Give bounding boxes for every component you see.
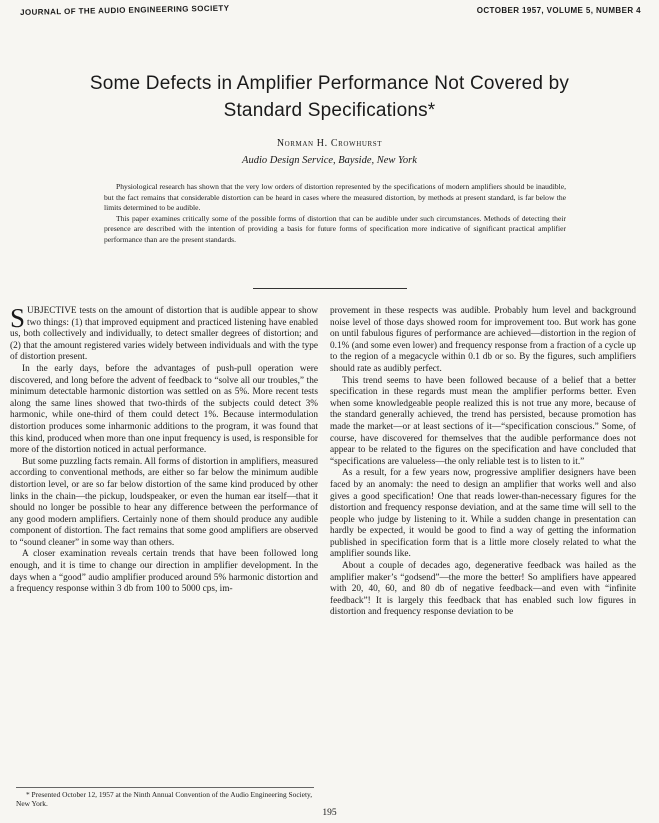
- page-title: [40, 70, 619, 124]
- footnote-text: * Presented October 12, 1957 at the Ninth Annual Convention of the Audio Engineering Society, New York.: [16, 790, 313, 809]
- title-line-1: Some Defects in Amplifier Performance Not Covered by: [89, 73, 570, 94]
- section-divider: [253, 288, 407, 289]
- body-paragraph: This trend seems to have been followed because of a belief that a better specification in these regards must mean the amplifier performs better. Even when some knowledgeable people realized this is not true any more, because of the standard generally achieved, the trend has persisted, because promotion has made the market—or at least sections of it—“specification conscious.” Some, of course, have discovered for themselves that the audible performance does not appear to be related to the figures on the specification and have concluded that “specifications are valueless—the only reliable test is to listen to it.”: [330, 375, 636, 467]
- body-paragraph: About a couple of decades ago, degenerative feedback was hailed as the amplifier maker’s “godsend”—the more the better! So amplifiers have appeared with 20, 40, 60, and 80 db of negative feedback—and even with “infinite feedback”! It is largely this feedback that has enabled such low figures in distortion and frequency response deviation to be: [330, 561, 636, 618]
- issue-info: OCTOBER 1957, VOLUME 5, NUMBER 4: [476, 6, 641, 15]
- title-line-2: Standard Specifications*: [223, 100, 436, 121]
- abstract: [104, 182, 566, 246]
- page-number: 195: [322, 808, 337, 818]
- abstract-paragraph-2: This paper examines critically some of the possible forms of distortion that can be audible under such circumstances. Methods of detecting their presence are described with the intention of providing a basis for future forms of specification more indicative of significant practical amplifier performance than are the present standards.: [104, 213, 566, 244]
- body-paragraph: As a result, for a few years now, progressive amplifier designers have been faced by an anomaly: the need to design an amplifier that works well and also gives a good specification! One that reads lower-than-necessary figures for the distortion and frequency response deviation, and at the same time will sell to the people who judge by listening to it. While a sudden change in presentation can hardly be expected, it would be good to find a way of getting the information published in specification form that is a little more closely related to what the amplifier sounds like.: [330, 468, 636, 560]
- body-paragraph: In the early days, before the advantages of push-pull operation were discovered, and long before the advent of feedback to “solve all our troubles,” the minimum detectable harmonic distortion was settled on as 5%. More recent tests along the same lines showed that two-thirds of the subjects could detect 3% harmonic, while one-third of them could detect 1%. Because intermodulation distortion produces some inharmonic additions to the program, it was found that this kind, produced when more than one input frequency is used, is responsible for more of the distortion noticed in actual performance.: [10, 363, 318, 456]
- author-affiliation: Audio Design Service, Bayside, New York: [242, 155, 417, 166]
- journal-name: JOURNAL OF THE AUDIO ENGINEERING SOCIETY: [20, 3, 230, 17]
- first-paragraph-text: UBJECTIVE tests on the amount of distortion that is audible appear to show two things: (1) that improved equipment and practiced listening have enabled us, both collectively and individually, to detect smaller degrees of distortion; and (2) that the amount registered varies widely between individuals and with the type of distortion present.: [10, 306, 318, 363]
- body-paragraph: [10, 303, 318, 364]
- running-head: [20, 3, 641, 20]
- body-paragraph: provement in these respects was audible. Probably hum level and background noise level of those days showed room for improvement too. But work has gone on until fabulous figures of performance are achieved—distortion in the region of 0.1% (and some even lower) and frequency response from a fraction of a cycle up to the region of a megacycle within 0.1 db or so. By the figures, such amplifiers should rate as audibly perfect.: [330, 306, 636, 374]
- footnote: [16, 787, 314, 809]
- body-paragraph: But some puzzling facts remain. All forms of distortion in amplifiers, measured according to conventional methods, are either so far below the minimum audible distortion level, or are so far below distortion of the same kind produced by other links in the chain—the pickup, loudspeaker, or even the human ear itself—that it should no longer be possible to hear any difference between the performance of any good modern amplifiers. Certainly none of them should produce any audible component of distortion. The fact remains that some good amplifiers are observed to “sound cleaner” in some way than others.: [10, 456, 318, 548]
- drop-cap: S: [10, 303, 26, 333]
- body-column-right: [330, 306, 636, 619]
- body-column-left: [10, 303, 318, 596]
- body-paragraph: A closer examination reveals certain trends that have been followed long enough, and it is time to change our direction in amplifier development. In the days when a “good” audio amplifier produced around 5% harmonic distortion and a frequency response within 3 db from 100 to 5000 cps, im-: [10, 549, 318, 595]
- abstract-paragraph-1: Physiological research has shown that the very low orders of distortion represented by the specifications of modern amplifiers should be inaudible, but the fact remains that considerable distortion can be heard in cases where the measured distortion, by methods at present standard, is far below the limits determined to be audible.: [104, 182, 566, 213]
- author-name: Norman H. Crowhurst: [276, 138, 383, 149]
